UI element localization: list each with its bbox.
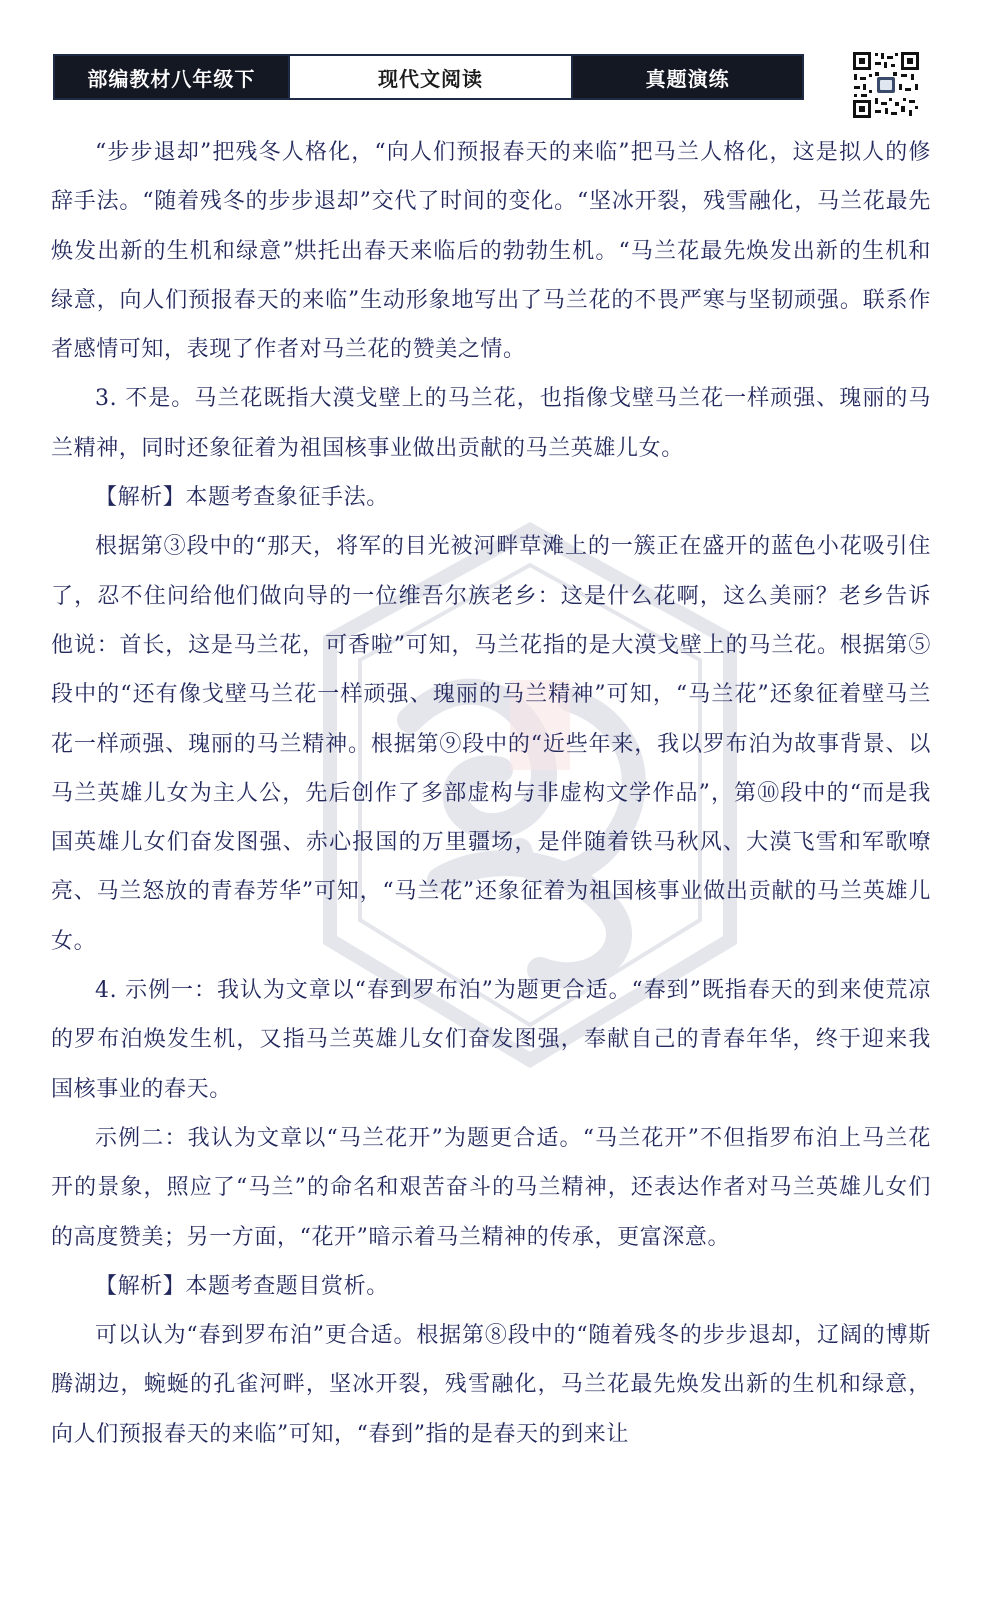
paragraph-analysis-4-heading: 【解析】本题考查题目赏析。 [95, 1273, 389, 1299]
header-practice-label: 真题演练 [573, 56, 802, 98]
header-grade-label: 部编教材八年级下 [55, 56, 288, 98]
paragraph-analysis-4-body: 可以认为“春到罗布泊”更合适。根据第⑧段中的“随着残冬的步步退却，辽阔的博斯腾湖边，蜿蜒的孔雀河畔，坚冰开裂，残雪融化，马兰花最先焕发出新的生机和绿意，向人们预报春天的来临”可知，“春到”指的是春天的到来让 [51, 1323, 931, 1447]
paragraph-answer-3: 3. 不是。马兰花既指大漠戈壁上的马兰花，也指像戈壁马兰花一样顽强、瑰丽的马兰精神，同时还象征着为祖国核事业做出贡献的马兰英雄儿女。 [51, 386, 931, 461]
paragraph-answer-4-example-1: 4. 示例一：我认为文章以“春到罗布泊”为题更合适。“春到”既指春天的到来使荒凉的罗布泊焕发生机，又指马兰英雄儿女们奋发图强，奉献自己的青春年华，终于迎来我国核事业的春天。 [51, 978, 931, 1102]
answer-text-body [51, 128, 931, 1459]
paragraph-rhetoric-analysis: “步步退却”把残冬人格化，“向人们预报春天的来临”把马兰人格化，这是拟人的修辞手法。“随着残冬的步步退却”交代了时间的变化。“坚冰开裂，残雪融化，马兰花最先焕发出新的生机和绿意”烘托出春天来临后的勃勃生机。“马兰花最先焕发出新的生机和绿意，向人们预报春天的来临”生动形象地写出了马兰花的不畏严寒与坚韧顽强。联系作者感情可知，表现了作者对马兰花的赞美之情。 [51, 140, 931, 363]
header-section-label: 现代文阅读 [288, 56, 573, 98]
paragraph-answer-4-example-2: 示例二：我认为文章以“马兰花开”为题更合适。“马兰花开”不但指罗布泊上马兰花开的景象，照应了“马兰”的命名和艰苦奋斗的马兰精神，还表达作者对马兰英雄儿女们的高度赞美；另一方面，“花开”暗示着马兰精神的传承，更富深意。 [51, 1125, 931, 1250]
page-header [53, 54, 804, 100]
qr-code-icon [851, 50, 921, 120]
paragraph-analysis-3-body: 根据第③段中的“那天，将军的目光被河畔草滩上的一簇正在盛开的蓝色小花吸引住了，忍不住问给他们做向导的一位维吾尔族老乡：这是什么花啊，这么美丽？老乡告诉他说：首长，这是马兰花，可香啦”可知，马兰花指的是大漠戈壁上的马兰花。根据第⑤段中的“还有像戈壁马兰花一样顽强、瑰丽的马兰精神”可知，“马兰花”还象征着壁马兰花一样顽强、瑰丽的马兰精神。根据第⑨段中的“近些年来，我以罗布泊为故事背景、以马兰英雄儿女为主人公，先后创作了多部虚构与非虚构文学作品”，第⑩段中的“而是我国英雄儿女们奋发图强、赤心报国的万里疆场，是伴随着铁马秋风、大漠飞雪和军歌嘹亮、马兰怒放的青春芳华”可知，“马兰花”还象征着为祖国核事业做出贡献的马兰英雄儿女。 [51, 534, 931, 954]
paragraph-analysis-3-heading: 【解析】本题考查象征手法。 [95, 485, 389, 511]
